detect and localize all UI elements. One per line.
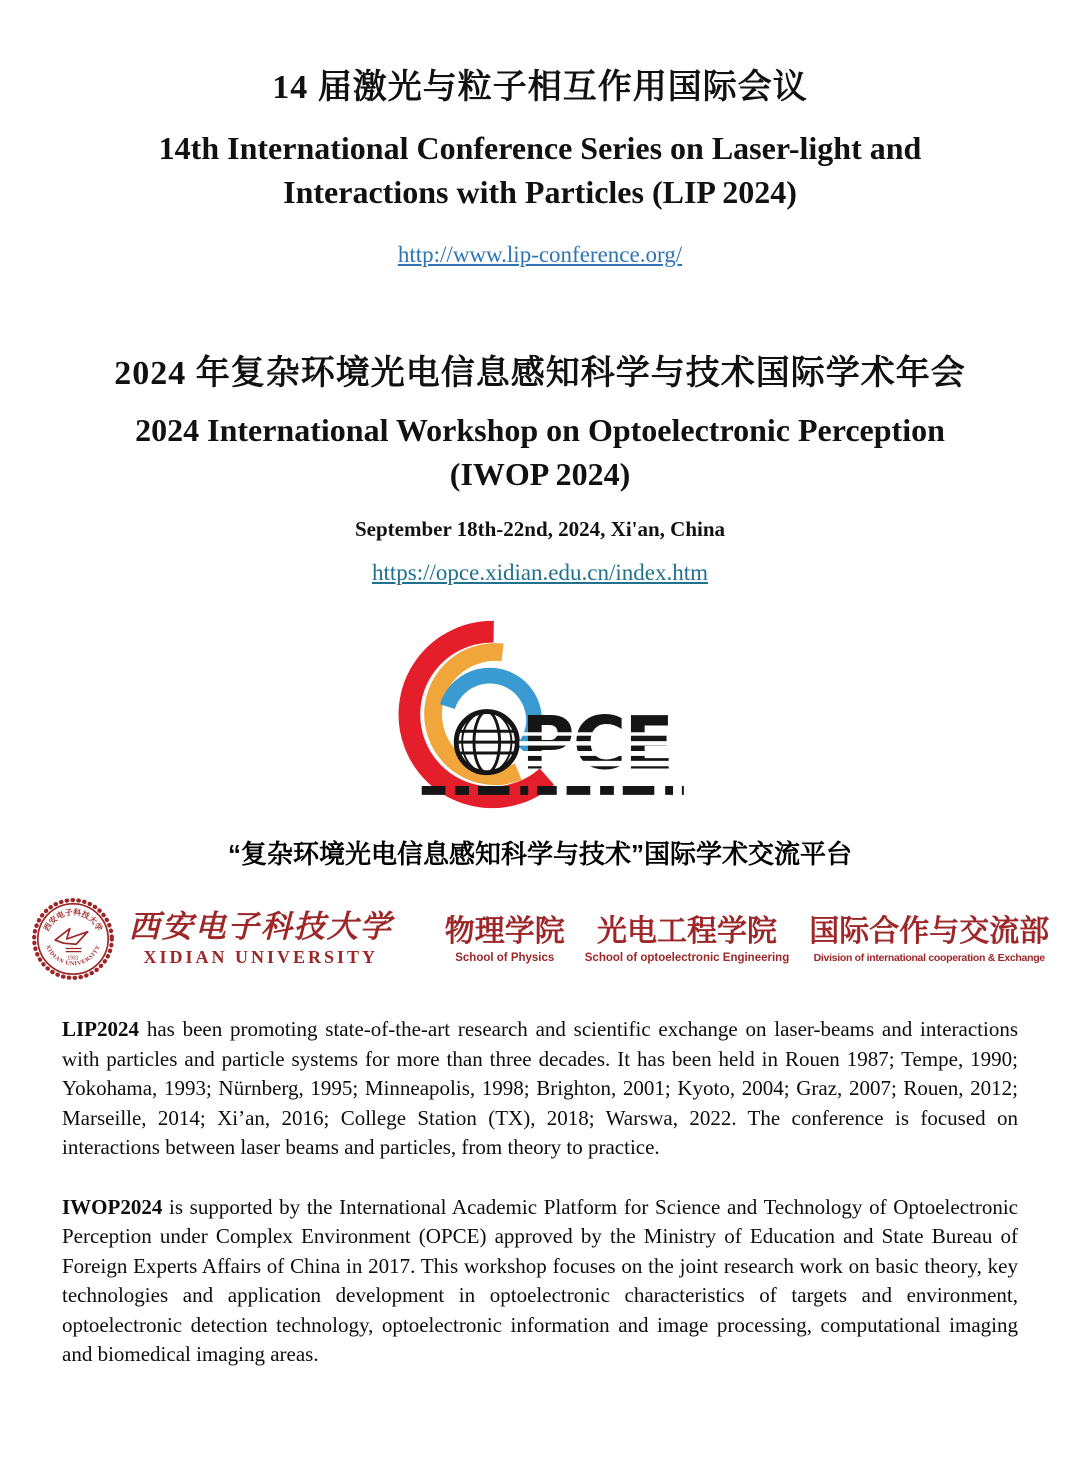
- dept-international-zh: 国际合作与交流部: [809, 915, 1050, 948]
- lip-lead: LIP2024: [62, 1017, 140, 1041]
- partner-logos-row: [41, 887, 1050, 991]
- iwop-url-link[interactable]: https://opce.xidian.edu.cn/index.htm: [372, 560, 708, 585]
- xidian-seal-icon: [31, 897, 115, 981]
- opce-logo: [62, 616, 1018, 821]
- seal-top-text: 西安电子科技大学: [41, 907, 104, 933]
- xidian-name-block: [129, 910, 393, 968]
- lip-url-link[interactable]: http://www.lip-conference.org/: [397, 242, 683, 267]
- xidian-logo-block: [31, 897, 393, 981]
- dept-optoelectronic: [585, 914, 789, 964]
- lip-link-line: [62, 240, 1018, 270]
- opce-logo-graphic: [392, 616, 688, 818]
- dept-physics: [445, 914, 565, 964]
- iwop-description-paragraph: [62, 1193, 1018, 1370]
- iwop-header: [62, 352, 1018, 588]
- iwop-title-zh: 2024 年复杂环境光电信息感知科学与技术国际学术年会: [114, 355, 966, 392]
- lip-body-text: has been promoting state-of-the-art research and scientific exchange on laser-beams and interactions with particles and particle systems for more than three decades. It has been held in Rouen 1987; Tempe, 1990; Yokohama, 1993; Nürnberg, 1995; Minneapolis, 1998; Brighton, 2001; Kyoto, 2004; Graz, 2007; Rouen, 2012; Marseille, 2014; Xi’an, 2016; College Station (TX), 2018; Warswa, 2022. The conference is focused on interactions between laser beams and particles, from theory to practice.: [62, 1017, 1019, 1159]
- lip-title-en: 14th International Conference Series on Laser-light and Interactions with Particles (LIP 2024): [158, 130, 922, 210]
- xidian-name-en: XIDIAN UNIVERSITY: [143, 947, 379, 967]
- lip-description-paragraph: [62, 1015, 1018, 1163]
- seal-year: 1931: [67, 955, 79, 962]
- dept-physics-zh: 物理学院: [444, 915, 565, 948]
- globe-icon: [456, 712, 517, 773]
- iwop-title-en: 2024 International Workshop on Optoelectronic Perception (IWOP 2024): [135, 412, 945, 492]
- lip-title-zh: 14 届激光与粒子相互作用国际会议: [272, 69, 808, 106]
- iwop-date: September 18th-22nd, 2024, Xi'an, China: [354, 517, 726, 541]
- lip-header: [62, 66, 1018, 270]
- dept-physics-en: School of Physics: [455, 952, 555, 964]
- seal-emblem: [55, 929, 88, 952]
- platform-slogan: “复杂环境光电信息感知科学与技术”国际学术交流平台: [227, 839, 852, 869]
- svg-text:西安电子科技大学: [41, 906, 105, 932]
- dept-optoelectronic-en: School of optoelectronic Engineering: [584, 952, 790, 964]
- dept-international: [809, 914, 1049, 964]
- dept-optoelectronic-zh: 光电工程学院: [597, 915, 777, 948]
- seal-bottom-text: XIDIAN UNIVERSITY: [43, 944, 102, 968]
- iwop-link-line: [62, 558, 1018, 588]
- xidian-name-zh: 西安电子科技大学: [128, 909, 393, 944]
- iwop-body-text: is supported by the International Academic Platform for Science and Technology of Optoelectronic Perception under Complex Environment (OPCE) approved by the Ministry of Education and State Bureau of Foreign Experts Affairs of China in 2017. This workshop focuses on the joint research work on basic theory, key technologies and application development in optoelectronic characteristics of targets and environment, optoelectronic detection technology, optoelectronic information and image processing, computational imaging and biomedical imaging areas.: [62, 1194, 1019, 1366]
- iwop-lead: IWOP2024: [62, 1194, 163, 1219]
- dept-international-en: Division of international cooperation & Exchange: [813, 952, 1045, 964]
